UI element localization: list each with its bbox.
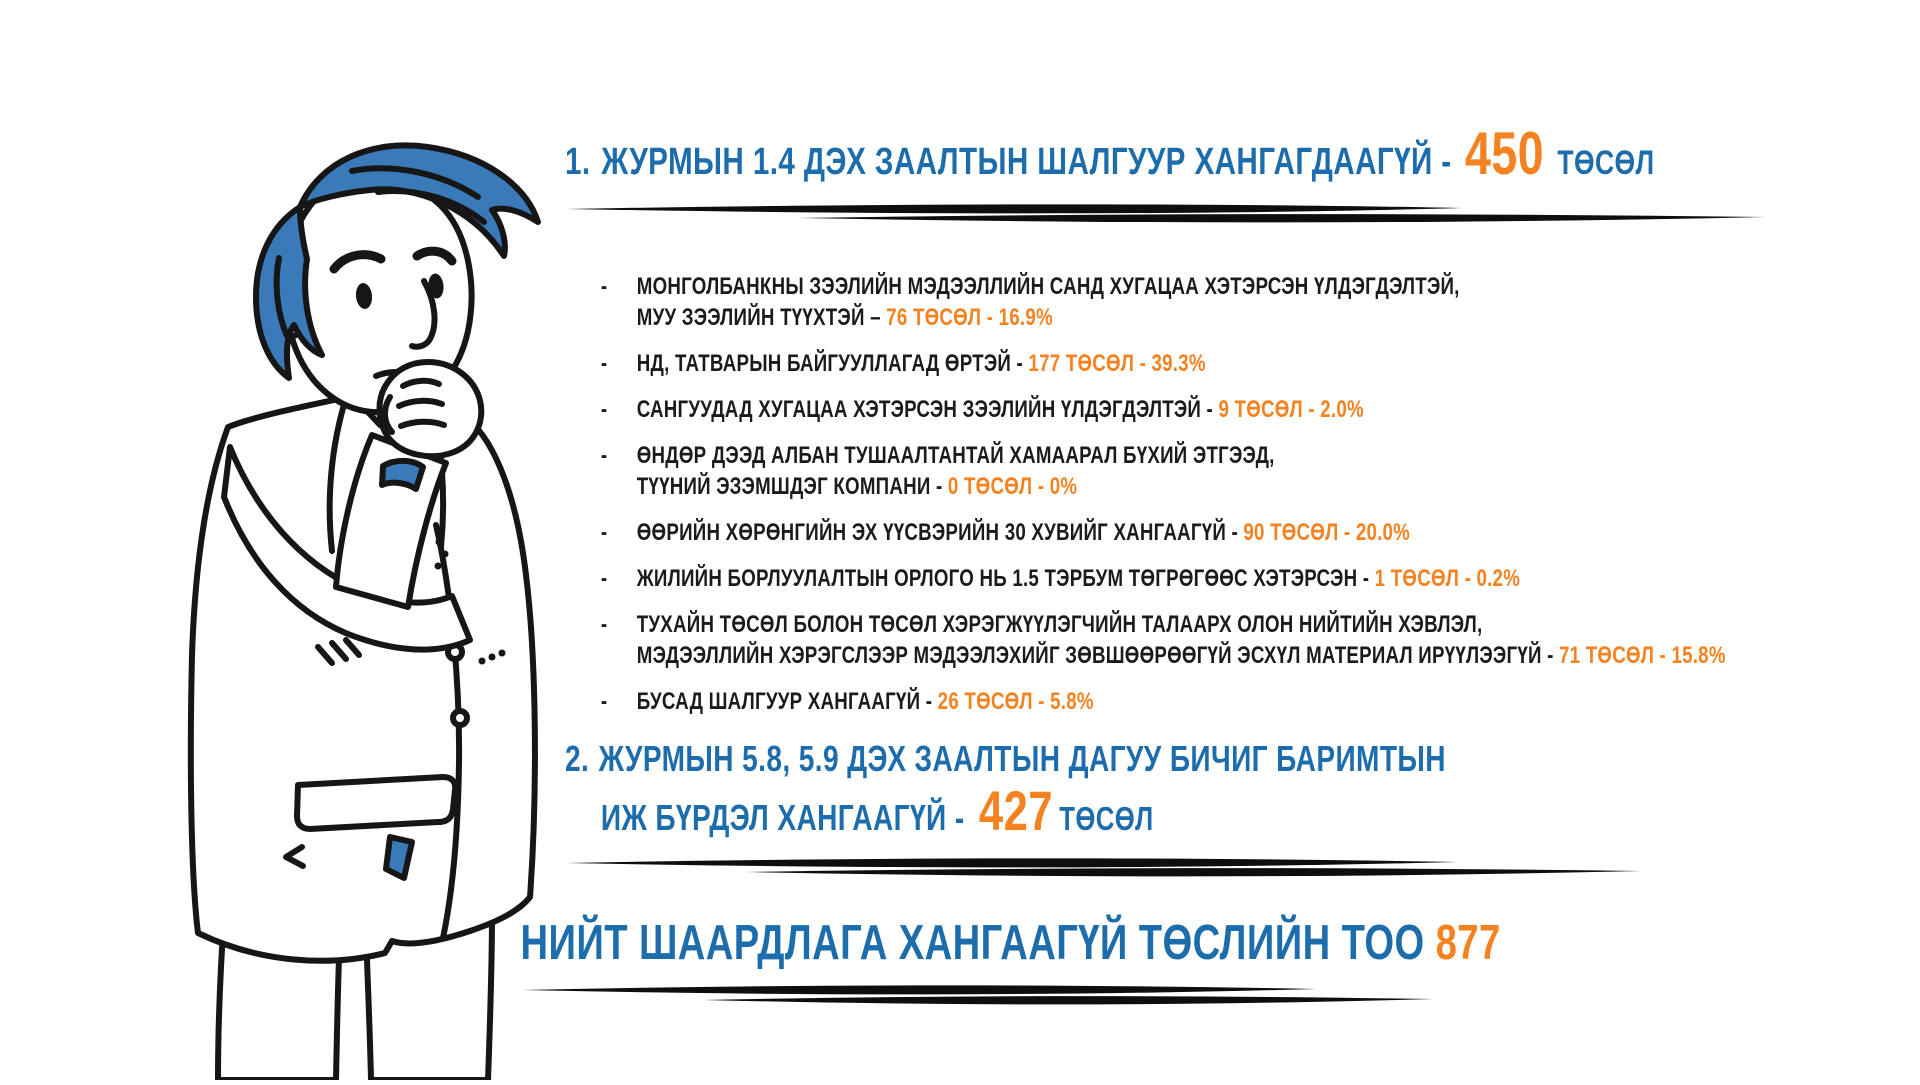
bullet-highlight: 1 ТӨСӨЛ - 0.2%	[1374, 565, 1521, 592]
bullet-text: ӨНДӨР ДЭЭД АЛБАН ТУШААЛТАНТАЙ ХАМААРАЛ БҮХИЙ ЭТГЭЭД,	[636, 442, 1275, 469]
section-1-title: ЖУРМЫН 1.4 ДЭХ ЗААЛТЫН ШАЛГУУР ХАНГАГДААГҮЙ -	[601, 141, 1452, 183]
bullet-highlight: 26 ТӨСӨЛ - 5.8%	[937, 688, 1094, 715]
total-label: НИЙТ ШААРДЛАГА ХАНГААГҮЙ ТӨСЛИЙН ТОО	[520, 916, 1436, 970]
bullet-text: МОНГОЛБАНКНЫ ЗЭЭЛИЙН МЭДЭЭЛЛИЙН САНД ХУГАЦАА ХЭТЭРСЭН ҮЛДЭГДЭЛТЭЙ,	[636, 273, 1460, 300]
bullet-text: БУСАД ШАЛГУУР ХАНГААГҮЙ - 26 ТӨСӨЛ - 5.8%	[636, 688, 1094, 715]
section-2-title-line1: ЖУРМЫН 5.8, 5.9 ДЭХ ЗААЛТЫН ДАГУУ БИЧИГ БАРИМТЫН	[598, 738, 1446, 779]
bullet-dash: -	[600, 442, 608, 469]
section-2-number: 2.	[565, 738, 590, 779]
bullet-text: МУУ ЗЭЭЛИЙН ТҮҮХТЭЙ – 76 ТӨСӨЛ - 16.9%	[636, 304, 1053, 331]
bullet-dash: -	[600, 688, 608, 715]
bullet-text: НД, ТАТВАРЫН БАЙГУУЛЛАГАД ӨРТЭЙ - 177 ТӨСӨЛ - 39.3%	[636, 350, 1206, 377]
underline-stroke-2	[565, 855, 1782, 881]
list-item	[565, 394, 1782, 425]
bullet-dash: -	[600, 350, 608, 377]
list-item	[565, 271, 1782, 333]
bullet-dash: -	[600, 396, 608, 423]
section-1-number: 1.	[565, 141, 591, 183]
section-1-heading	[565, 122, 1782, 195]
bullet-highlight: 90 ТӨСӨЛ - 20.0%	[1243, 519, 1411, 546]
bullet-text: ТУХАЙН ТӨСӨЛ БОЛОН ТӨСӨЛ ХЭРЭГЖҮҮЛЭГЧИЙН ТАЛААРХ ОЛОН НИЙТИЙН ХЭВЛЭЛ,	[636, 611, 1483, 638]
section-2-title-line2: ИЖ БҮРДЭЛ ХАНГААГҮЙ -	[600, 797, 973, 838]
list-item	[565, 609, 1782, 671]
underline-stroke-1	[565, 201, 1782, 227]
total-line	[521, 915, 1782, 971]
section-1-value: 450	[1464, 120, 1545, 187]
bullet-text: ЖИЛИЙН БОРЛУУЛАЛТЫН ОРЛОГО НЬ 1.5 ТЭРБУМ ТӨГРӨГӨӨС ХЭТЭРСЭН - 1 ТӨСӨЛ - 0.2%	[636, 565, 1521, 592]
list-item	[565, 517, 1782, 548]
bullet-highlight: 9 ТӨСӨЛ - 2.0%	[1218, 396, 1364, 423]
bullet-text: ТҮҮНИЙ ЭЗЭМШДЭГ КОМПАНИ - 0 ТӨСӨЛ - 0%	[636, 473, 1078, 500]
section-2-suffix: ТӨСӨЛ	[1059, 800, 1154, 837]
bullet-dash: -	[600, 611, 608, 638]
bullet-dash: -	[600, 519, 608, 546]
bullet-highlight: 0 ТӨСӨЛ - 0%	[947, 473, 1078, 500]
list-item	[565, 348, 1782, 379]
bullet-highlight: 76 ТӨСӨЛ - 16.9%	[886, 304, 1053, 331]
total-value: 877	[1435, 916, 1501, 970]
content-column	[520, 120, 1782, 1009]
list-item	[565, 563, 1782, 594]
section-2-heading	[565, 735, 1782, 847]
bullet-highlight: 177 ТӨСӨЛ - 39.3%	[1028, 350, 1206, 377]
section-2-value: 427	[978, 779, 1053, 842]
bullet-text: МЭДЭЭЛЛИЙН ХЭРЭГСЛЭЭР МЭДЭЭЛЭХИЙГ ЗӨВШӨӨРӨӨГҮЙ ЭСХҮЛ МАТЕРИАЛ ИРҮҮЛЭЭГҮЙ - 71 ТӨСӨЛ - 15.8%	[636, 642, 1726, 669]
bullet-text: САНГУУДАД ХУГАЦАА ХЭТЭРСЭН ЗЭЭЛИЙН ҮЛДЭГДЭЛТЭЙ - 9 ТӨСӨЛ - 2.0%	[636, 396, 1364, 423]
criteria-list	[565, 271, 1782, 717]
list-item	[565, 440, 1782, 502]
bullet-dash: -	[600, 273, 608, 300]
section-2-title-line2-wrap	[565, 779, 1782, 847]
bullet-dash: -	[600, 565, 608, 592]
list-item	[565, 686, 1782, 717]
section-1-suffix: ТӨСӨЛ	[1557, 144, 1655, 182]
underline-stroke-3	[521, 981, 1535, 1009]
bullet-highlight: 71 ТӨСӨЛ - 15.8%	[1559, 642, 1726, 669]
bullet-text: ӨӨРИЙН ХӨРӨНГИЙН ЭХ ҮҮСВЭРИЙН 30 ХУВИЙГ ХАНГААГҮЙ - 90 ТӨСӨЛ - 20.0%	[636, 519, 1411, 546]
